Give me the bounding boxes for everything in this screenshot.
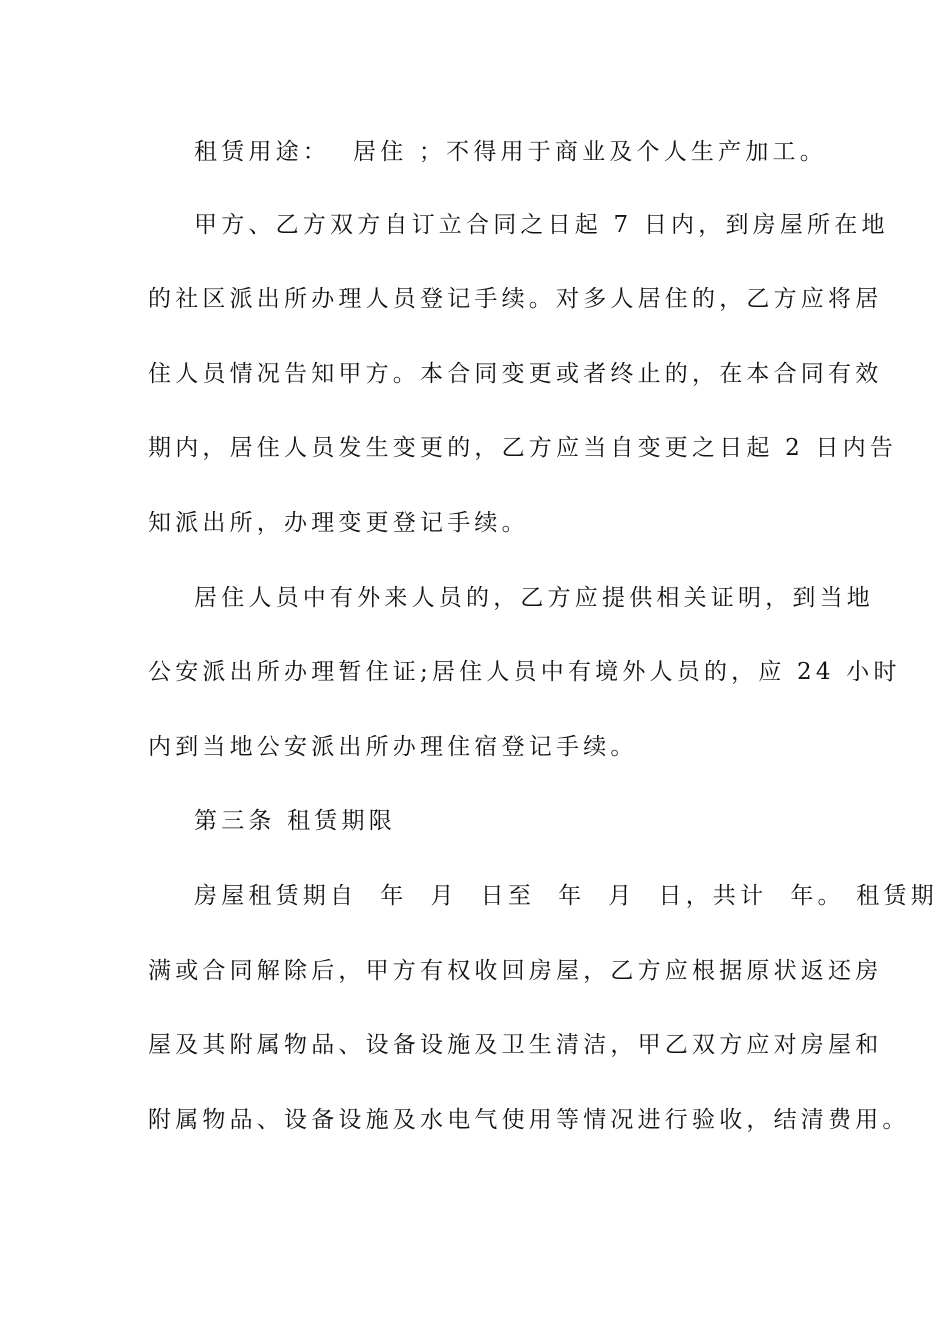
- text-line: 屋及其附属物品、设备设施及卫生清洁，甲乙双方应对房屋和: [148, 1032, 883, 1058]
- text-line: 甲方、乙方双方自订立合同之日起 7 日内，到房屋所在地: [194, 212, 889, 238]
- text-line: 居住人员中有外来人员的，乙方应提供相关证明，到当地: [194, 585, 874, 611]
- text-line: 公安派出所办理暂住证;居住人员中有境外人员的，应 24 小时: [148, 659, 901, 685]
- text-line: 期内，居住人员发生变更的，乙方应当自变更之日起 2 日内告: [148, 435, 898, 461]
- text-line: 房屋租赁期自 年 月 日至 年 月 日，共计 年。 租赁期: [194, 883, 938, 909]
- text-line: 租赁用途： 居住 ；不得用于商业及个人生产加工。: [194, 139, 827, 165]
- text-line: 住人员情况告知甲方。本合同变更或者终止的，在本合同有效: [148, 361, 883, 387]
- text-line: 知派出所，办理变更登记手续。: [148, 510, 529, 536]
- text-line: 的社区派出所办理人员登记手续。对多人居住的，乙方应将居: [148, 286, 883, 312]
- section-heading: 第三条 租赁期限: [194, 808, 396, 834]
- text-line: 内到当地公安派出所办理住宿登记手续。: [148, 734, 638, 760]
- text-line: 满或合同解除后，甲方有权收回房屋，乙方应根据原状返还房: [148, 958, 883, 984]
- text-line: 附属物品、设备设施及水电气使用等情况进行验收，结清费用。: [148, 1107, 910, 1133]
